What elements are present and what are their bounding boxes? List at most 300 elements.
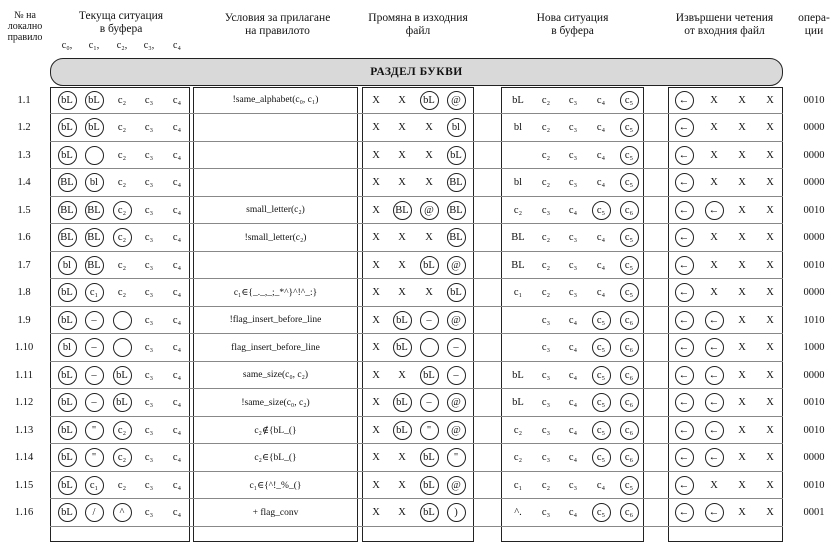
change-col0-text: X [372, 314, 380, 326]
new-c4-circle [620, 228, 639, 247]
current-c3 [137, 87, 161, 113]
read-col0-circle [675, 338, 694, 357]
new-c2-text: c₄ [568, 314, 578, 326]
change-col2-circle [420, 476, 439, 495]
change-col2 [417, 197, 441, 223]
new-c4-text: c₆ [624, 424, 634, 436]
change-col2 [417, 445, 441, 471]
new-c3-text: c₄ [596, 259, 606, 271]
current-c4-text: c₄ [172, 479, 182, 491]
rule-id [2, 472, 46, 498]
change-col0-text: X [372, 507, 380, 518]
new-c0 [506, 472, 530, 498]
change-col1-text: bL [396, 424, 408, 436]
change-col0 [364, 417, 388, 443]
new-c3 [589, 335, 613, 361]
new-c0 [506, 390, 530, 416]
current-c1 [82, 225, 106, 251]
change-col3-text: – [453, 369, 459, 381]
current-c0-text: bL [61, 507, 73, 518]
read-col0 [672, 252, 696, 278]
new-c1-text: c₂ [541, 122, 551, 133]
new-c1 [534, 335, 558, 361]
new-c3-text: c₅ [596, 424, 606, 436]
operations [790, 390, 838, 416]
read-col0 [672, 142, 696, 168]
current-c0 [55, 225, 79, 251]
new-c3 [589, 115, 613, 141]
read-col1-circle [705, 393, 724, 412]
new-c2-text: c₄ [568, 342, 578, 353]
current-c1-circle [85, 421, 104, 440]
new-c0 [506, 142, 530, 168]
new-c4-circle [620, 366, 639, 385]
change-col2-text: bL [423, 94, 435, 106]
change-col2-text: bL [423, 452, 435, 463]
new-c4-text: c₆ [624, 314, 634, 326]
current-c3-text: c₃ [144, 424, 154, 436]
change-col2-text: X [425, 177, 433, 188]
current-c0-circle [58, 338, 77, 357]
change-col3-circle [447, 118, 466, 137]
current-c2-text: c₂ [117, 479, 127, 491]
new-c1-text: c₃ [541, 507, 551, 518]
read-col1-text: X [710, 479, 718, 491]
read-col2-text: X [738, 452, 746, 463]
current-c2 [110, 417, 134, 443]
current-c1 [82, 115, 106, 141]
current-c4 [165, 362, 189, 388]
sub-c0: c₀, [61, 40, 73, 51]
current-c4-text: c₄ [172, 94, 182, 106]
current-c0-circle [58, 146, 77, 165]
read-col2-text: X [738, 259, 746, 271]
new-c2 [561, 390, 585, 416]
new-c4 [617, 87, 641, 113]
sub-c2: c₂, [116, 40, 128, 51]
new-c0-text: bL [512, 369, 524, 381]
current-c4-text: c₄ [172, 314, 182, 326]
condition [195, 500, 356, 526]
condition [195, 307, 356, 333]
new-c4-text: c₅ [624, 122, 634, 133]
read-col2-text: X [738, 369, 746, 381]
change-col3-circle [447, 448, 466, 467]
new-c3-text: c₅ [596, 507, 606, 518]
change-col3-text: " [453, 452, 459, 463]
change-col2-circle [420, 311, 439, 330]
new-c2 [561, 252, 585, 278]
read-col0-text: ← [678, 177, 690, 188]
current-c0 [55, 472, 79, 498]
change-col3 [444, 252, 468, 278]
change-col3-text: BL [449, 177, 463, 188]
read-col1 [702, 500, 726, 526]
change-col1-circle [393, 421, 412, 440]
change-col0-text: X [372, 232, 380, 243]
operations [790, 115, 838, 141]
read-col3-text: X [766, 507, 774, 518]
change-col1 [390, 307, 414, 333]
current-c0 [55, 417, 79, 443]
table-row [0, 500, 840, 527]
change-col2 [417, 87, 441, 113]
new-c0-text: BL [511, 232, 525, 243]
rule-id-text: 1.8 [17, 287, 31, 298]
read-col0-text: ← [678, 369, 690, 381]
change-col1 [390, 225, 414, 251]
change-col3-text: @ [451, 424, 461, 436]
current-c1-text: – [91, 369, 97, 381]
new-c4 [617, 362, 641, 388]
change-col3 [444, 225, 468, 251]
change-col3-circle [447, 421, 466, 440]
current-c0-text: bL [61, 149, 73, 161]
change-col2 [417, 307, 441, 333]
current-c4 [165, 280, 189, 306]
new-c4-text: c₅ [624, 259, 634, 271]
current-c3-text: c₃ [144, 259, 154, 271]
new-c1-text: c₂ [541, 94, 551, 106]
new-c3-text: c₄ [596, 287, 606, 298]
read-col3 [758, 362, 782, 388]
operations [790, 472, 838, 498]
current-c2-text: c₂ [117, 94, 127, 106]
change-col3-text: bl [451, 122, 461, 133]
change-col2-text: bL [423, 507, 435, 518]
read-col0-text: ← [678, 507, 690, 518]
new-c3-text: c₄ [596, 122, 606, 133]
change-col1-text: bL [396, 342, 408, 353]
table-row [0, 142, 840, 169]
change-col3-text: @ [451, 479, 461, 491]
new-c4-text: c₆ [624, 452, 634, 463]
read-col1 [702, 197, 726, 223]
current-c1-text: c₁ [89, 287, 99, 298]
current-c2 [110, 115, 134, 141]
rule-id-text: 1.5 [17, 204, 31, 216]
current-c1 [82, 390, 106, 416]
change-col3 [444, 197, 468, 223]
read-col3-text: X [766, 452, 774, 463]
current-c2 [110, 362, 134, 388]
current-c0 [55, 252, 79, 278]
read-col3-text: X [766, 369, 774, 381]
new-c2-text: c₄ [568, 369, 578, 381]
rule-id [2, 170, 46, 196]
change-col1 [390, 472, 414, 498]
read-col0-circle [675, 421, 694, 440]
current-c0-circle [58, 283, 77, 302]
current-c3 [137, 170, 161, 196]
current-c2 [110, 170, 134, 196]
operations-text: 0000 [803, 232, 825, 243]
change-col3 [444, 335, 468, 361]
new-c2-text: c₃ [568, 287, 578, 298]
new-c3-circle [592, 503, 611, 522]
change-col3 [444, 280, 468, 306]
current-c4-text: c₄ [172, 287, 182, 298]
current-c0-circle [58, 311, 77, 330]
read-col1-text: ← [708, 397, 720, 408]
read-col3 [758, 445, 782, 471]
read-col2-text: X [738, 314, 746, 326]
read-col1-text: ← [708, 204, 720, 216]
change-col2 [417, 335, 441, 361]
new-c2-text: c₃ [568, 122, 578, 133]
current-c1-text: BL [87, 259, 101, 271]
change-col1-text: X [398, 122, 406, 133]
read-col1-text: X [710, 177, 718, 188]
current-c1-circle [85, 146, 104, 165]
new-c4-circle [620, 201, 639, 220]
rule-id [2, 307, 46, 333]
read-col3-text: X [766, 424, 774, 436]
section-title: РАЗДЕЛ БУКВИ [50, 58, 783, 86]
current-c1-text: " [91, 452, 97, 463]
change-col3 [444, 362, 468, 388]
change-col0 [364, 87, 388, 113]
new-c0 [506, 170, 530, 196]
read-col0 [672, 280, 696, 306]
change-col0 [364, 500, 388, 526]
change-col0 [364, 445, 388, 471]
new-c4-text: c₆ [624, 342, 634, 353]
rule-id-text: 1.11 [15, 369, 33, 381]
read-col2-text: X [738, 342, 746, 353]
change-col1-text: X [398, 452, 406, 463]
change-col2 [417, 225, 441, 251]
change-col0 [364, 307, 388, 333]
change-col3-circle [447, 91, 466, 110]
new-c0-text: bL [512, 397, 524, 408]
current-c2 [110, 252, 134, 278]
read-col3 [758, 335, 782, 361]
read-col3 [758, 307, 782, 333]
read-col1-circle [705, 338, 724, 357]
new-c2 [561, 500, 585, 526]
table-row [0, 390, 840, 417]
new-c3-circle [592, 448, 611, 467]
table-row [0, 362, 840, 389]
new-c4-circle [620, 421, 639, 440]
change-col2-circle [420, 338, 439, 357]
condition [195, 280, 356, 306]
read-col1-text: ← [708, 507, 720, 518]
new-c3-circle [592, 366, 611, 385]
change-col0-text: X [372, 94, 380, 106]
current-c4-text: c₄ [172, 122, 182, 133]
change-col2-circle [420, 256, 439, 275]
new-c0 [506, 417, 530, 443]
new-c2-text: c₃ [568, 149, 578, 161]
change-col1-text: X [398, 94, 406, 106]
change-col2-circle [420, 421, 439, 440]
read-col0-circle [675, 476, 694, 495]
current-c4 [165, 197, 189, 223]
read-col1-text: ← [708, 369, 720, 381]
change-col0 [364, 280, 388, 306]
read-col1-circle [705, 201, 724, 220]
read-col3-text: X [766, 479, 774, 491]
read-col3-text: X [766, 122, 774, 133]
current-c4 [165, 142, 189, 168]
change-col2 [417, 170, 441, 196]
operations-text: 0001 [803, 507, 825, 518]
current-c2 [110, 197, 134, 223]
change-col2-text: X [425, 122, 433, 133]
read-col3 [758, 170, 782, 196]
change-col0-text: X [372, 287, 380, 298]
rule-id-text: 1.15 [14, 479, 34, 491]
current-c0-circle [58, 201, 77, 220]
current-c4-text: c₄ [172, 424, 182, 436]
change-col1-circle [393, 338, 412, 357]
read-col0 [672, 390, 696, 416]
current-c2-circle [113, 393, 132, 412]
current-c3 [137, 417, 161, 443]
read-col0-circle [675, 146, 694, 165]
new-c2 [561, 307, 585, 333]
new-c0 [506, 115, 530, 141]
operations [790, 142, 838, 168]
current-c3-text: c₃ [144, 507, 154, 518]
read-col3 [758, 87, 782, 113]
read-col0-text: ← [678, 314, 690, 326]
current-c1-text: – [91, 397, 97, 408]
current-c1-circle [85, 283, 104, 302]
new-c4-circle [620, 476, 639, 495]
current-c4 [165, 390, 189, 416]
rule-id [2, 142, 46, 168]
current-c1-text: / [92, 507, 96, 518]
new-c4-text: c₆ [624, 507, 634, 518]
new-c0 [506, 445, 530, 471]
read-col0 [672, 170, 696, 196]
current-c1-text: c₁ [89, 479, 99, 491]
read-col3-text: X [766, 204, 774, 216]
read-col2 [730, 472, 754, 498]
new-c0 [506, 500, 530, 526]
read-col3 [758, 197, 782, 223]
new-c3-circle [592, 201, 611, 220]
new-c1 [534, 500, 558, 526]
current-c1 [82, 197, 106, 223]
sub-c1: c₁, [88, 40, 100, 51]
change-col1 [390, 362, 414, 388]
change-col0-text: X [372, 342, 380, 353]
current-c0 [55, 87, 79, 113]
change-col2-circle [420, 393, 439, 412]
new-c4-text: c₅ [624, 177, 634, 188]
new-c4-text: c₅ [624, 232, 634, 243]
operations-text: 1000 [803, 342, 825, 353]
read-col2 [730, 197, 754, 223]
change-col2-circle [420, 503, 439, 522]
read-col2 [730, 362, 754, 388]
read-col2-text: X [738, 204, 746, 216]
current-c3 [137, 115, 161, 141]
change-col3-circle [447, 476, 466, 495]
current-c3-text: c₃ [144, 94, 154, 106]
read-col1-circle [705, 311, 724, 330]
read-col2-text: X [738, 232, 746, 243]
new-c0-text: BL [511, 259, 525, 271]
read-col2 [730, 252, 754, 278]
new-c4 [617, 472, 641, 498]
current-c4 [165, 307, 189, 333]
read-col2-text: X [738, 177, 746, 188]
current-c2-text: c₂ [117, 424, 127, 436]
change-col2-text: bL [423, 479, 435, 491]
current-c4-text: c₄ [172, 232, 182, 243]
new-c0 [506, 87, 530, 113]
table-row [0, 445, 840, 472]
read-col0 [672, 417, 696, 443]
new-c3-text: c₅ [596, 397, 606, 408]
current-c4-text: c₄ [172, 507, 182, 518]
current-c1 [82, 445, 106, 471]
change-col1-text: bL [396, 314, 408, 326]
current-c0 [55, 445, 79, 471]
change-col1 [390, 417, 414, 443]
rule-id-text: 1.1 [17, 94, 31, 106]
operations [790, 417, 838, 443]
change-col3-text: ) [454, 507, 458, 518]
operations-text: 0010 [803, 259, 825, 271]
new-c1-text: c₂ [541, 479, 551, 491]
new-c0-text: c₁ [513, 287, 523, 298]
new-c3 [589, 280, 613, 306]
new-c1-text: c₃ [541, 369, 551, 381]
read-col2 [730, 445, 754, 471]
condition-text: !same_size(c₀, c₂) [241, 397, 310, 408]
new-c1-text: c₂ [541, 149, 551, 161]
current-c3-text: c₃ [144, 177, 154, 188]
current-c4 [165, 115, 189, 141]
current-c1 [82, 500, 106, 526]
new-c3 [589, 197, 613, 223]
current-c1 [82, 335, 106, 361]
current-c1-circle [85, 366, 104, 385]
current-c3 [137, 307, 161, 333]
read-col3 [758, 472, 782, 498]
read-col1 [702, 390, 726, 416]
read-col0 [672, 115, 696, 141]
rule-id-text: 1.13 [14, 424, 34, 436]
current-c0-text: bL [61, 424, 73, 436]
read-col0-circle [675, 228, 694, 247]
operations [790, 280, 838, 306]
current-c1-text: " [91, 424, 97, 436]
current-c4 [165, 252, 189, 278]
new-c3-circle [592, 421, 611, 440]
change-col3-circle [447, 338, 466, 357]
new-c3-text: c₅ [596, 369, 606, 381]
read-col0-text: ← [678, 122, 690, 133]
change-col3-circle [447, 393, 466, 412]
header-new: Нова ситуация в буфера [536, 12, 609, 37]
new-c4-circle [620, 448, 639, 467]
rule-id [2, 362, 46, 388]
read-col2-text: X [738, 424, 746, 436]
current-c0-circle [58, 503, 77, 522]
rule-id [2, 500, 46, 526]
change-col0-text: X [372, 259, 380, 271]
rule-id-text: 1.3 [17, 149, 31, 161]
current-c4 [165, 87, 189, 113]
operations-text: 0000 [803, 369, 825, 381]
